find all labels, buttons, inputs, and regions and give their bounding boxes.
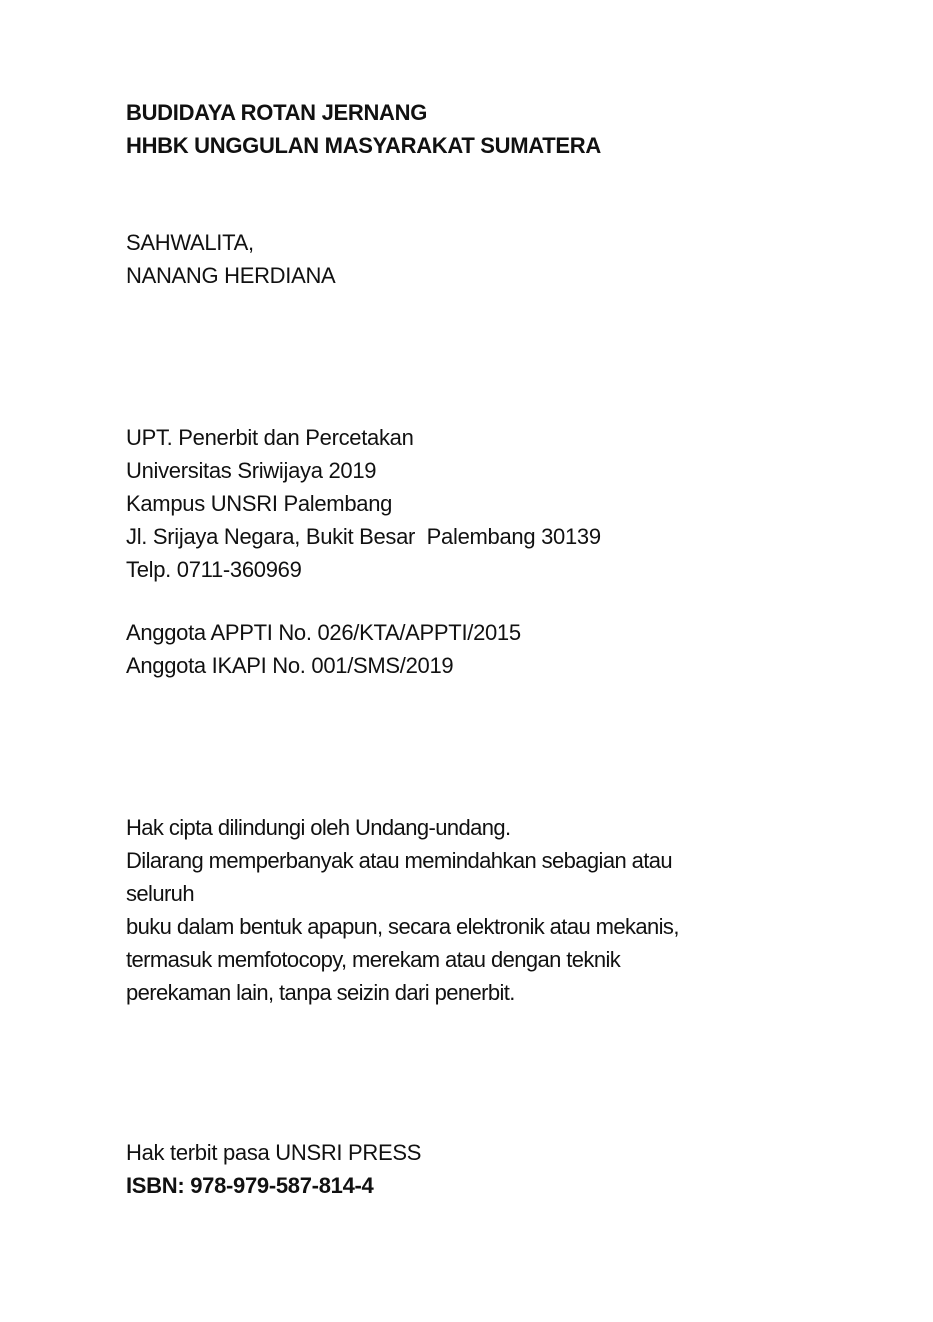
title-line-2: HHBK UNGGULAN MASYARAKAT SUMATERA (126, 133, 601, 158)
publisher-campus: Kampus UNSRI Palembang (126, 491, 393, 516)
membership-appti: Anggota APPTI No. 026/KTA/APPTI/2015 (126, 620, 521, 645)
book-title (126, 96, 601, 162)
publisher-address: Jl. Srijaya Negara, Bukit Besar Palembang 30139 (126, 524, 601, 549)
copyright-notice (126, 811, 679, 1009)
publisher-phone: Telp. 0711-360969 (126, 557, 302, 582)
publishing-rights: Hak terbit pasa UNSRI PRESS (126, 1140, 422, 1165)
copyright-line-2: Dilarang memperbanyak atau memindahkan sebagian atau (126, 848, 673, 873)
copyright-line-1: Hak cipta dilindungi oleh Undang-undang. (126, 815, 511, 840)
publication-footer (126, 1136, 421, 1202)
copyright-line-6: perekaman lain, tanpa seizin dari penerbit. (126, 980, 515, 1005)
isbn: ISBN: 978-979-587-814-4 (126, 1173, 374, 1198)
copyright-line-4: buku dalam bentuk apapun, secara elektronik atau mekanis, (126, 914, 679, 939)
authors (126, 226, 335, 292)
membership-ikapi: Anggota IKAPI No. 001/SMS/2019 (126, 653, 454, 678)
publisher-info (126, 421, 601, 586)
publisher-university: Universitas Sriwijaya 2019 (126, 458, 377, 483)
title-line-1: BUDIDAYA ROTAN JERNANG (126, 100, 428, 125)
author-2: NANANG HERDIANA (126, 263, 336, 288)
copyright-line-5: termasuk memfotocopy, merekam atau dengan teknik (126, 947, 621, 972)
copyright-line-3: seluruh (126, 881, 194, 906)
author-1: SAHWALITA, (126, 230, 254, 255)
memberships (126, 616, 521, 682)
publisher-name: UPT. Penerbit dan Percetakan (126, 425, 414, 450)
